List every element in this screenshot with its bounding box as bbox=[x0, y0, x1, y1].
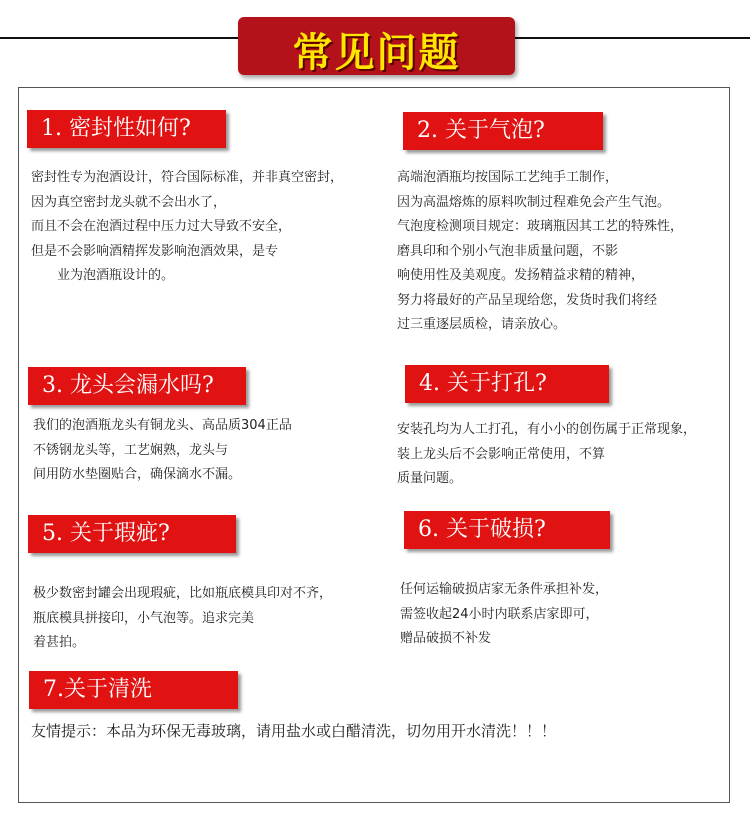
answer-line: 但是不会影响酒精挥发影响泡酒效果，是专 bbox=[31, 243, 279, 259]
answer-line: 因为高温熔炼的原料吹制过程难免会产生气泡。 bbox=[397, 194, 671, 210]
answer-line: 因为真空密封龙头就不会出水了， bbox=[31, 194, 227, 210]
answer-line: 响使用性及美观度。发扬精益求精的精神， bbox=[397, 268, 645, 283]
faq-heading-flaws: 5. 关于瑕疵? bbox=[28, 515, 236, 553]
faq-answer-cleaning bbox=[31, 719, 556, 744]
answer-line: 装上龙头后不会影响正常使用，不算 bbox=[397, 446, 606, 462]
answer-line: 磨具印和个别小气泡非质量问题，不影 bbox=[397, 243, 619, 259]
answer-line: 任何运输破损店家无条件承担补发， bbox=[400, 582, 609, 597]
answer-line: 瓶底模具拼接印，小气泡等。追求完美 bbox=[33, 610, 255, 626]
faq-heading-bubbles: 2. 关于气泡? bbox=[403, 112, 603, 150]
answer-line: 友情提示：本品为环保无毒玻璃，请用盐水或白醋清洗，切勿用开水清洗！！！ bbox=[31, 722, 557, 740]
faq-answer-flaws bbox=[33, 582, 332, 656]
faq-heading-drilling: 4. 关于打孔? bbox=[405, 365, 609, 403]
answer-line: 不锈钢龙头等，工艺娴熟，龙头与 bbox=[33, 442, 229, 458]
answer-line: 需签收起24小时内联系店家即可， bbox=[400, 606, 599, 622]
faq-heading-sealing: 1. 密封性如何? bbox=[27, 110, 226, 148]
answer-line: 高端泡酒瓶均按国际工艺纯手工制作， bbox=[397, 170, 619, 185]
answer-line: 密封性专为泡酒设计，符合国际标准，并非真空密封， bbox=[31, 170, 344, 185]
faq-heading-damage: 6. 关于破损? bbox=[404, 511, 610, 549]
answer-line: 我们的泡酒瓶龙头有铜龙头、高品质304正品 bbox=[33, 418, 292, 433]
answer-line: 着甚拍。 bbox=[33, 635, 86, 650]
answer-line: 而且不会在泡酒过程中压力过大导致不安全， bbox=[31, 219, 292, 234]
faq-answer-sealing bbox=[31, 166, 343, 289]
faq-answer-drilling bbox=[397, 418, 696, 492]
faq-answer-damage bbox=[400, 578, 608, 652]
answer-line: 努力将最好的产品呈现给您，发货时我们将经 bbox=[397, 292, 658, 308]
faq-heading-cleaning: 7.关于清洗 bbox=[29, 671, 238, 709]
answer-line: 间用防水垫圈贴合，确保滴水不漏。 bbox=[33, 467, 242, 482]
page-title: 常见问题 bbox=[292, 30, 461, 76]
title-rule-left bbox=[0, 37, 238, 39]
answer-line: 安装孔均为人工打孔，有小小的创伤属于正常现象， bbox=[397, 422, 697, 437]
answer-line: 极少数密封罐会出现瑕疵，比如瓶底模具印对不齐， bbox=[33, 586, 333, 601]
answer-line: 业为泡酒瓶设计的。 bbox=[31, 268, 175, 283]
faq-answer-leak bbox=[33, 414, 292, 488]
title-rule-right bbox=[515, 37, 750, 39]
answer-line: 过三重逐层质检，请亲放心。 bbox=[397, 317, 567, 332]
answer-line: 质量问题。 bbox=[397, 471, 463, 486]
faq-answer-bubbles bbox=[397, 166, 683, 338]
answer-line: 气泡度检测项目规定：玻璃瓶因其工艺的特殊性， bbox=[397, 219, 684, 234]
page-title-badge bbox=[238, 17, 515, 75]
answer-line: 赠品破损不补发 bbox=[400, 631, 492, 646]
faq-heading-leak: 3. 龙头会漏水吗? bbox=[28, 367, 246, 405]
